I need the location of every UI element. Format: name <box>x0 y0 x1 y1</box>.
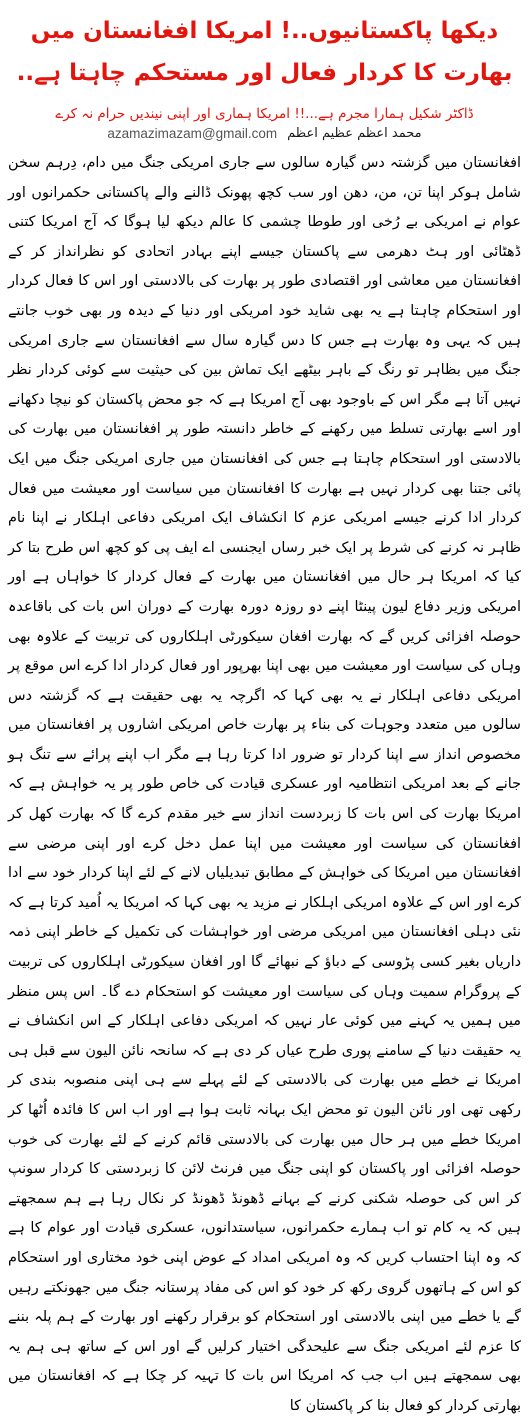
article-subheadline: ڈاکٹر شکیل ہمارا مجرم ہے...!! امریکا ہماری اور اپنی نیندیں حرام نہ کرے <box>55 106 474 122</box>
article-body: افغانستان میں گزشتہ دس گیارہ سالوں سے جاری امریکی جنگ میں دام، دِرہم سخن شامل ہوکر اپنا تن، من، دھن اور سب کچھ پھونک ڈالنے والے پاکستانی حکمرانوں اور عوام نے امریکی بے رُخی اور طوطا چشمی کا عالم دیکھ لیا ہوگا کہ آج امریکا کتنی ڈھٹائی اور ہٹ دھرمی سے پاکستان جیسے اپنے بہادر اتحادی کو نظرانداز کر کے افغانستان میں معاشی اور اقتصادی طور پر بھارت کی بالادستی اور اس کا فعال کردار اور استحکام چاہتا ہے یہ بھی شاید خود امریکی اور دنیا کے دیدہ ور بھی خوب جانتے ہیں کہ یہی وہ بھارت ہے جس کا دس گیارہ سال سے افغانستان سے جاری امریکی جنگ میں بظاہر تو رنگ کے باہر بیٹھے ایک تماش بین کی حیثیت سے کوئی کردار نظر نہیں آتا ہے مگر اس کے باوجود بھی آج امریکا ہے کہ جو محض پاکستان کو نیچا دکھانے اور اسے بھارتی تسلط میں رکھنے کے خاطر دانستہ طور پر افغانستان میں بھارت کی بالادستی اور استحکام چاہتا ہے جس کی افغانستان میں جاری امریکی جنگ میں ایک پائی جتنا بھی کردار نہیں ہے بھارت کا افغانستان میں سیاست اور معیشت میں فعال کردار ادا کرنے جیسے امریکی عزم کا انکشاف ایک امریکی دفاعی اہلکار نے اپنا نام ظاہر نہ کرنے کی شرط پر ایک خبر رساں ایجنسی اے ایف پی کو کچھ اس طرح بتا کر کیا کہ امریکا ہر حال میں افغانستان میں بھارت کے فعال کردار کا خواہاں ہے اور امریکی وزیر دفاع لیون پینٹا اپنے دو روزہ دورہ بھارت کے دوران اس بات کی باقاعدہ حوصلہ افزائی کریں گے کہ بھارت افغان سیکورٹی اہلکاروں کی تربیت کے علاوہ بھی وہاں کی سیاست اور معیشت میں بھی اپنا بھرپور اور فعال کردار ادا کرے اس موقع پر امریکی دفاعی اہلکار نے یہ بھی کہا کہ اگرچہ یہ بھی حقیقت ہے کہ گزشتہ دس سالوں میں متعدد وجوہات کی بناء پر بھارت خاص امریکی اشاروں پر افغانستان میں مخصوص انداز سے اپنا کردار تو ضرور ادا کرتا رہا ہے مگر اب اپنے پرائے سے تنگ ہو جانے کے بعد امریکی انتظامیہ اور عسکری قیادت کی خاص طور پر یہ خواہش ہے کہ امریکا بھارت کی اس بات کا زبردست انداز سے خیر مقدم کرے گا کہ بھارت کھل کر افغانستان کی سیاست اور معیشت میں اپنا عمل دخل کرے اور اپنی مرضی سے افغانستان میں امریکا کی خواہش کے مطابق تبدیلیاں لانے کے لئے اپنا کردار خود سے ادا کرے اور اس کے علاوہ امریکی اہلکار نے مزید یہ بھی کہا کہ امریکا یہ اُمید کرتا ہے کہ نئی دہلی افغانستان میں امریکی مرضی اور خواہشات کی تکمیل کے خاطر اپنی ذمہ داریاں بغیر کسی پڑوسی کے دباؤ کے نبھائے گا اور افغان سیکورٹی اہلکاروں کی تربیت کے پروگرام سمیت وہاں کی سیاست اور معیشت کو استحکام دے گا۔ اس پس منظر میں ہمیں یہ کہنے میں کوئی عار نہیں کہ امریکی دفاعی اہلکار کے اس انکشاف نے یہ حقیقت دنیا کے سامنے پوری طرح عیاں کر دی ہے کہ سانحہ نائن الیون سے قبل ہی امریکا نے خطے میں بھارت کی بالادستی کے لئے پہلے سے ہی اپنی منصوبہ بندی کر رکھی تھی اور نائن الیون تو محض ایک بہانہ ثابت ہوا ہے اور اب اس کا فائدہ اُٹھا کر امریکا خطے میں ہر حال میں بھارت کی بالادستی قائم کرنے کے لئے بھارت کی خوب حوصلہ افزائی اور پاکستان کو اپنی جنگ میں فرنٹ لائن کا زبردستی کا کردار سونپ کر اس کی حوصلہ شکنی کرنے کے بہانے ڈھونڈ ڈھونڈ کر نکال رہا ہے ہم سمجھتے ہیں کہ یہ کام تو اب ہمارے حکمرانوں، سیاستدانوں، عسکری قیادت اور عوام کا ہے کہ وہ اپنا احتساب کریں کہ وہ امریکی امداد کے عوض اپنی خود مختاری اور استحکام کو اس کے ہاتھوں گروی رکھ کر خود کو اس کی مفاد پرستانہ جنگ میں جھونکتے رہیں گے یا خطے میں اپنی بالادستی اور استحکام کو برقرار رکھنے اور بھارت کے ہم پلہ بننے کا عزم لئے امریکی جنگ سے علیحدگی اختیار کرلیں گے اور اس کے ساتھ ہی ہم یہ بھی سمجھتے ہیں اب جب کہ امریکا اس بات کا تہیہ کر چکا ہے کہ افغانستان میں بھارتی کردار کو فعال بنا کر پاکستان کا <box>8 155 521 1414</box>
author-name: محمد اعظم عظیم اعظم <box>287 126 422 141</box>
author-email: azamazimazam@gmail.com <box>107 126 278 141</box>
article-headline: دیکھا پاکستانیوں..! امریکا افغانستان میں بھارت کا کردار فعال اور مستحکم چاہتا ہے.. <box>16 18 513 86</box>
byline <box>6 126 523 141</box>
